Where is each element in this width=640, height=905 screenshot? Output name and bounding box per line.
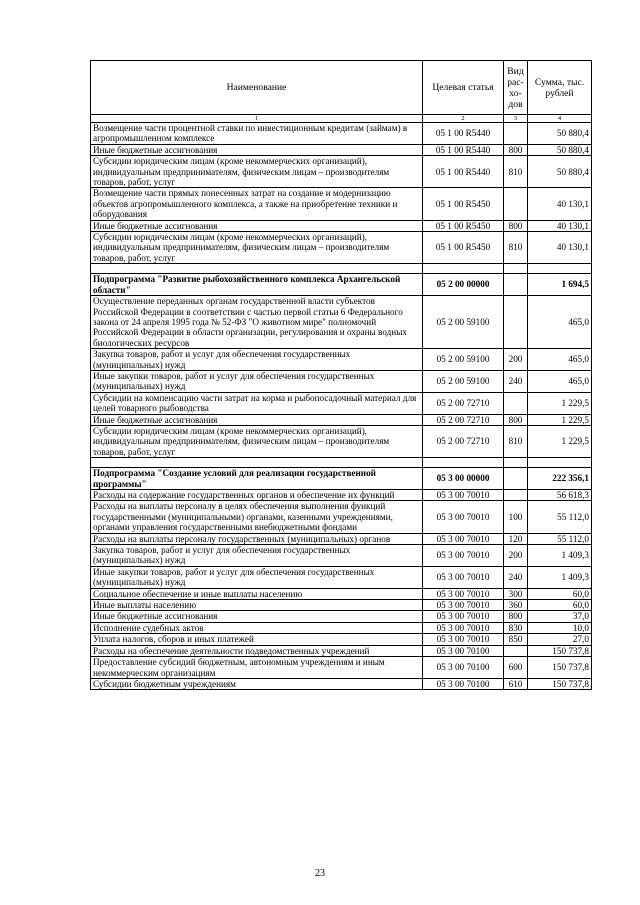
table-row [91, 296, 592, 349]
table-row [91, 645, 592, 656]
cell-code: 05 1 00 R5440 [423, 156, 504, 188]
cell-name: Иные бюджетные ассигнования [91, 414, 423, 425]
cell-code: 05 2 00 59100 [423, 349, 504, 371]
cell-type: 100 [504, 501, 528, 533]
cell-name: Исполнение судебных актов [91, 622, 423, 633]
spacer-cell [91, 264, 423, 274]
header-sum: Сумма, тыс. рублей [528, 61, 592, 115]
table-row [91, 657, 592, 679]
cell-type [504, 123, 528, 145]
cell-sum: 465,0 [528, 370, 592, 392]
table-row [91, 392, 592, 414]
cell-type: 800 [504, 414, 528, 425]
cell-name: Иные бюджетные ассигнования [91, 611, 423, 622]
table-row [91, 600, 592, 611]
cell-sum: 60,0 [528, 600, 592, 611]
cell-sum: 1 229,5 [528, 425, 592, 457]
cell-sum: 40 130,1 [528, 188, 592, 220]
column-number: 3 [504, 115, 528, 123]
cell-code: 05 2 00 59100 [423, 370, 504, 392]
cell-type [504, 392, 528, 414]
cell-code: 05 3 00 70010 [423, 600, 504, 611]
cell-code: 05 3 00 70010 [423, 566, 504, 588]
cell-type [504, 645, 528, 656]
spacer-cell [504, 458, 528, 468]
cell-sum: 40 130,1 [528, 220, 592, 231]
spacer-cell [423, 264, 504, 274]
cell-type [504, 490, 528, 501]
cell-code: 05 3 00 70010 [423, 588, 504, 599]
cell-name: Осуществление переданных органам государственной власти субъектов Российской Федерации в соответствии с частью первой статьи 6 Федерального закона от 24 апреля 1995 года № 52-ФЗ "О животном мире" полномочий Российской Федерации в области организации, регулирования и охраны водных биологических ресурсов [91, 296, 423, 349]
cell-type: 800 [504, 611, 528, 622]
spacer-cell [528, 264, 592, 274]
cell-type: 600 [504, 657, 528, 679]
cell-sum: 55 112,0 [528, 501, 592, 533]
cell-code: 05 2 00 00000 [423, 274, 504, 296]
cell-sum: 1 229,5 [528, 392, 592, 414]
cell-type: 240 [504, 566, 528, 588]
cell-code: 05 3 00 70010 [423, 611, 504, 622]
spacer-cell [91, 458, 423, 468]
cell-sum: 1 694,5 [528, 274, 592, 296]
cell-type: 200 [504, 349, 528, 371]
cell-type: 800 [504, 144, 528, 155]
table-row [91, 188, 592, 220]
cell-sum: 10,0 [528, 622, 592, 633]
cell-sum: 222 356,1 [528, 468, 592, 490]
table-row [91, 414, 592, 425]
cell-name: Иные закупки товаров, работ и услуг для обеспечения государственных (муниципальных) нужд [91, 370, 423, 392]
cell-type: 360 [504, 600, 528, 611]
cell-name: Субсидии на компенсацию части затрат на корма и рыбопосадочный материал для целей товарного рыбоводства [91, 392, 423, 414]
cell-name: Субсидии юридическим лицам (кроме некоммерческих организаций), индивидуальным предпринимателям, физическим лицам – производителям товаров, работ, услуг [91, 425, 423, 457]
table-row [91, 533, 592, 544]
cell-code: 05 2 00 59100 [423, 296, 504, 349]
cell-name: Предоставление субсидий бюджетным, автономным учреждениям и иным некоммерческим организациям [91, 657, 423, 679]
cell-sum: 40 130,1 [528, 232, 592, 264]
table-row [91, 545, 592, 567]
cell-code: 05 3 00 70100 [423, 678, 504, 689]
cell-name: Субсидии бюджетным учреждениям [91, 678, 423, 689]
cell-type [504, 188, 528, 220]
spacer-cell [504, 264, 528, 274]
cell-sum: 55 112,0 [528, 533, 592, 544]
cell-type: 810 [504, 156, 528, 188]
cell-sum: 50 880,4 [528, 144, 592, 155]
cell-name: Иные выплаты населению [91, 600, 423, 611]
spacer-row [91, 264, 592, 274]
cell-name: Иные закупки товаров, работ и услуг для обеспечения государственных (муниципальных) нужд [91, 566, 423, 588]
column-number: 4 [528, 115, 592, 123]
cell-sum: 60,0 [528, 588, 592, 599]
cell-type: 810 [504, 425, 528, 457]
cell-name: Расходы на выплаты персоналу государственных (муниципальных) органов [91, 533, 423, 544]
cell-name: Расходы на выплаты персоналу в целях обеспечения выполнения функций государственными (муниципальными) органами, казенными учреждениями, органами управления государственными внебюджетными фондами [91, 501, 423, 533]
cell-type: 240 [504, 370, 528, 392]
cell-sum: 50 880,4 [528, 123, 592, 145]
cell-code: 05 3 00 70100 [423, 657, 504, 679]
table-row [91, 634, 592, 645]
header-code: Целевая статья [423, 61, 504, 115]
column-number-row [91, 115, 592, 123]
cell-code: 05 1 00 R5450 [423, 232, 504, 264]
header-row [91, 61, 592, 115]
cell-sum: 56 618,3 [528, 490, 592, 501]
cell-code: 05 1 00 R5450 [423, 220, 504, 231]
table-row [91, 156, 592, 188]
cell-type: 300 [504, 588, 528, 599]
cell-code: 05 3 00 70010 [423, 533, 504, 544]
table-row [91, 425, 592, 457]
table-row [91, 123, 592, 145]
cell-name: Расходы на обеспечение деятельности подведомственных учреждений [91, 645, 423, 656]
cell-code: 05 3 00 70010 [423, 501, 504, 533]
cell-name: Уплата налогов, сборов и иных платежей [91, 634, 423, 645]
cell-sum: 465,0 [528, 349, 592, 371]
table-row [91, 144, 592, 155]
cell-type [504, 296, 528, 349]
cell-name: Иные бюджетные ассигнования [91, 144, 423, 155]
cell-name: Закупка товаров, работ и услуг для обеспечения государственных (муниципальных) нужд [91, 545, 423, 567]
subprogram-row [91, 468, 592, 490]
table-body [91, 123, 592, 690]
cell-type: 610 [504, 678, 528, 689]
table-row [91, 501, 592, 533]
column-number: 2 [423, 115, 504, 123]
table-row [91, 611, 592, 622]
table-row [91, 622, 592, 633]
cell-type [504, 274, 528, 296]
table-row [91, 370, 592, 392]
page-number: 23 [315, 868, 325, 879]
cell-code: 05 3 00 00000 [423, 468, 504, 490]
cell-type [504, 468, 528, 490]
cell-sum: 150 737,8 [528, 645, 592, 656]
cell-sum: 150 737,8 [528, 657, 592, 679]
budget-table [90, 60, 592, 690]
cell-code: 05 2 00 72710 [423, 414, 504, 425]
cell-name: Подпрограмма "Создание условий для реализации государственной программы" [91, 468, 423, 490]
cell-name: Расходы на содержание государственных органов и обеспечение их функций [91, 490, 423, 501]
cell-sum: 27,0 [528, 634, 592, 645]
subprogram-row [91, 274, 592, 296]
cell-sum: 1 229,5 [528, 414, 592, 425]
cell-code: 05 3 00 70100 [423, 645, 504, 656]
table-row [91, 678, 592, 689]
table-row [91, 490, 592, 501]
cell-code: 05 1 00 R5450 [423, 188, 504, 220]
header-type: Вид рас-хо-дов [504, 61, 528, 115]
cell-name: Субсидии юридическим лицам (кроме некоммерческих организаций), индивидуальным предпринимателям, физическим лицам – производителям товаров, работ, услуг [91, 232, 423, 264]
spacer-row [91, 458, 592, 468]
table-row [91, 220, 592, 231]
cell-name: Закупка товаров, работ и услуг для обеспечения государственных (муниципальных) нужд [91, 349, 423, 371]
cell-sum: 1 409,3 [528, 545, 592, 567]
spacer-cell [423, 458, 504, 468]
cell-code: 05 2 00 72710 [423, 425, 504, 457]
cell-type: 120 [504, 533, 528, 544]
cell-name: Подпрограмма "Развитие рыбохозяйственного комплекса Архангельской области" [91, 274, 423, 296]
header-name: Наименование [91, 61, 423, 115]
cell-name: Иные бюджетные ассигнования [91, 220, 423, 231]
cell-sum: 465,0 [528, 296, 592, 349]
cell-code: 05 1 00 R5440 [423, 144, 504, 155]
cell-type: 850 [504, 634, 528, 645]
cell-name: Возмещение части прямых понесенных затрат на создание и модернизацию объектов агропромышленного комплекса, а также на приобретение техники и оборудования [91, 188, 423, 220]
cell-sum: 37,0 [528, 611, 592, 622]
table-row [91, 566, 592, 588]
cell-name: Субсидии юридическим лицам (кроме некоммерческих организаций), индивидуальным предпринимателям, физическим лицам – производителям товаров, работ, услуг [91, 156, 423, 188]
cell-type: 200 [504, 545, 528, 567]
table-row [91, 588, 592, 599]
cell-code: 05 2 00 72710 [423, 392, 504, 414]
cell-sum: 150 737,8 [528, 678, 592, 689]
cell-name: Социальное обеспечение и иные выплаты населению [91, 588, 423, 599]
cell-type: 810 [504, 232, 528, 264]
cell-code: 05 3 00 70010 [423, 622, 504, 633]
cell-code: 05 3 00 70010 [423, 545, 504, 567]
cell-sum: 50 880,4 [528, 156, 592, 188]
cell-type: 830 [504, 622, 528, 633]
cell-name: Возмещение части процентной ставки по инвестиционным кредитам (займам) в агропромышленном комплексе [91, 123, 423, 145]
table-row [91, 232, 592, 264]
cell-type: 800 [504, 220, 528, 231]
table-row [91, 349, 592, 371]
cell-code: 05 3 00 70010 [423, 634, 504, 645]
cell-code: 05 3 00 70010 [423, 490, 504, 501]
cell-code: 05 1 00 R5440 [423, 123, 504, 145]
spacer-cell [528, 458, 592, 468]
cell-sum: 1 409,3 [528, 566, 592, 588]
column-number: 1 [91, 115, 423, 123]
